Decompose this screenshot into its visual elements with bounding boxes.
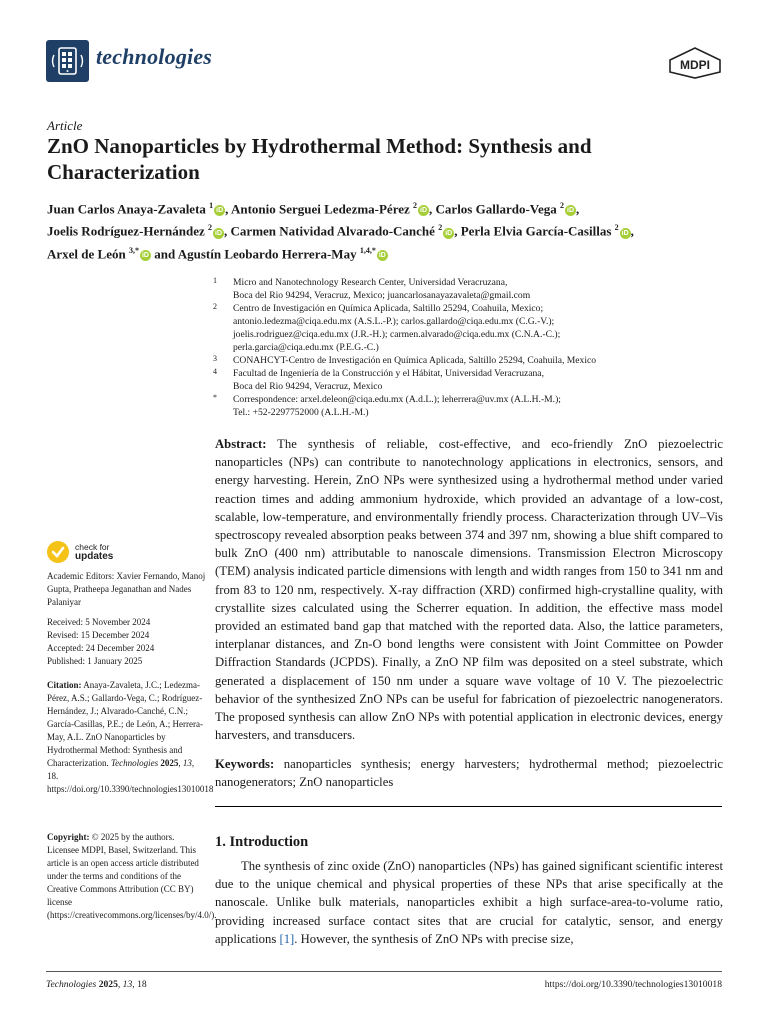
author-affiliation-sup: 1,4,*: [359, 245, 376, 255]
author-affiliation-sup: 2: [438, 223, 443, 233]
updates-label: updates: [75, 551, 114, 562]
svg-text:MDPI: MDPI: [680, 58, 710, 72]
affiliation-item: [213, 393, 728, 419]
author-affiliation-sup: 3,*: [128, 245, 139, 255]
citation-journal: Technologies: [110, 758, 159, 768]
author-name: Antonio Serguei Ledezma-Pérez: [230, 201, 410, 217]
author-name: Carmen Natividad Alvarado-Canché: [230, 223, 435, 239]
author-separator: ,: [630, 223, 634, 239]
author-name: Agustín Leobardo Herrera-May: [177, 245, 357, 261]
section-heading: 1. Introduction: [215, 834, 309, 850]
footer-journal: Technologies: [46, 979, 97, 990]
footer-doi-link[interactable]: https://doi.org/10.3390/technologies13010018: [544, 979, 722, 990]
author-separator: ,: [576, 201, 580, 217]
affiliation-item: [213, 367, 728, 393]
footer-volume: 13: [122, 979, 133, 990]
affiliation-line: perla.garcia@ciqa.edu.mx (P.E.G.-C.): [233, 342, 379, 353]
affiliation-line: Micro and Nanotechnology Research Center, Universidad Veracruzana,: [233, 277, 508, 288]
copyright-block: [47, 831, 217, 922]
date-line: Published: 1 January 2025: [47, 656, 143, 666]
author-name: Carlos Gallardo-Vega: [435, 201, 557, 217]
article-type: Article: [47, 118, 83, 133]
mdpi-logo[interactable]: [666, 46, 724, 80]
citation-volume: 13: [182, 758, 192, 768]
abstract-label: Abstract:: [215, 437, 267, 451]
affiliation-line: joelis.rodriguez@ciqa.edu.mx (J.R.-H.); carmen.alvarado@ciqa.edu.mx (C.N.A.-C.);: [233, 329, 561, 340]
author-name: Juan Carlos Anaya-Zavaleta: [47, 201, 206, 217]
affiliation-line: Centro de Investigación en Química Aplicada, Saltillo 25294, Coahuila, Mexico;: [233, 303, 544, 314]
affiliation-line: Tel.: +52-2297752000 (A.L.H.-M.): [233, 407, 369, 418]
orcid-icon[interactable]: iD: [445, 229, 453, 237]
affiliations: [213, 276, 728, 419]
keywords: [215, 755, 723, 791]
citation-label: Citation:: [47, 680, 82, 690]
orcid-icon[interactable]: iD: [567, 207, 574, 215]
author-separator: ,: [224, 223, 231, 239]
journal-logo: [46, 40, 89, 82]
affiliation-item: [213, 276, 728, 302]
abstract: [215, 435, 723, 744]
affiliation-line: CONAHCYT-Centro de Investigación en Química Aplicada, Saltillo 25294, Coahuila, Mexico: [233, 355, 597, 366]
intro-text-end: . However, the synthesis of ZnO NPs with precise size,: [294, 931, 574, 946]
affiliation-line: Boca del Rio 94294, Veracruz, Mexico; juancarlosanayazavaleta@gmail.com: [233, 290, 531, 301]
author-separator: and: [150, 245, 178, 261]
affiliation-item: [213, 354, 728, 367]
affiliation-number: 4: [213, 367, 217, 376]
affiliation-number: 1: [213, 276, 217, 285]
affiliation-line: Boca del Rio 94294, Veracruz, Mexico: [233, 381, 383, 392]
author-name: Arxel de León: [47, 245, 126, 261]
introduction-paragraph: [215, 857, 723, 948]
affiliation-number: *: [213, 393, 217, 402]
date-line: Accepted: 24 December 2024: [47, 643, 155, 653]
abstract-text: The synthesis of reliable, cost-effective, and eco-friendly ZnO piezoelectric nanoparticles (NPs) can contribute to nanotechnology applications in electronics, sensors, and energy harvesting. Herein, ZnO NPs were synthesized using a hydrothermal method under varied reaction times and adding ammonium hydroxide, which provided an advantage of a low-cost, scalable, low-temperature, and environmentally friendly process. Characterization through UV–Vis spectroscopy revealed absorption peaks between 374 and 397 nm, showing a blue shift compared to bulk ZnO (400 nm) attributable to nanoscale dimensions. Transmission Electron Microscopy (TEM) analysis indicated particle dimensions with length and width ranges from 150 to 341 nm and from 83 to 120 nm, respectively. X-ray diffraction (XRD) confirmed high-crystalline quality, with crystallite sizes calculated using the Scherrer equation. In addition, the effective mass model provided an estimated band gap that matched with the reported data. Also, the lattice parameters, interplanar distances, and Zn-O bond lengths were consistent with Joint Committee on Powder Diffraction Standards (JCPDS). Finally, a ZnO NP film was deposited on a steel substrate, which generated a displacement of 150 nm under a square wave voltage of 10 V. The piezoelectric behavior of the synthesized ZnO NPs can be useful for fabrication of piezoelectric nanogenerators. The proposed synthesis can allow ZnO NPs with potential application in electronic devices, energy harvesters, and transducers.: [215, 437, 723, 743]
orcid-icon[interactable]: iD: [378, 251, 386, 259]
date-line: Revised: 15 December 2024: [47, 630, 150, 640]
affiliation-line: antonio.ledezma@ciqa.edu.mx (A.S.L.-P.); carlos.gallardo@ciqa.edu.mx (C.G.-V.);: [233, 316, 555, 327]
author-separator: ,: [225, 201, 231, 217]
author-list: [47, 196, 727, 263]
footer-article: , 18: [132, 979, 147, 990]
affiliation-number: 3: [213, 354, 217, 363]
keywords-label: Keywords:: [215, 757, 275, 771]
journal-name[interactable]: technologies: [96, 44, 213, 69]
date-line: Received: 5 November 2024: [47, 617, 151, 627]
check-for-updates[interactable]: [46, 540, 113, 564]
check-for-updates-icon: [46, 540, 70, 564]
footer-citation: Technologies 2025, 13, 18: [46, 979, 147, 990]
section-divider: [215, 806, 722, 807]
academic-editors: Academic Editors: Xavier Fernando, Manoj Gupta, Pratheepa Jeganathan and Nades Palaniyar: [47, 571, 206, 607]
orcid-icon[interactable]: iD: [420, 207, 428, 215]
orcid-icon[interactable]: iD: [141, 251, 149, 259]
citation-year: 2025: [160, 758, 179, 768]
author-name: Perla Elvia García-Casillas: [460, 223, 612, 239]
author-name: Joelis Rodríguez-Hernández: [47, 223, 205, 239]
citation-doi[interactable]: , 18. https://doi.org/10.3390/technologies13010018: [47, 758, 214, 794]
intro-text: The synthesis of zinc oxide (ZnO) nanoparticles (NPs) has gained significant scientific interest due to the unique chemical and physical properties of these NPs that arise specifically at the nanoscale. Unlike bulk materials, nanoparticles exhibit a high surface-area-to-volume ratio, providing increased surface contact sites that are crucial for catalytic, sensor, and energy applications: [215, 859, 723, 946]
citation-link[interactable]: [1]: [279, 931, 295, 946]
check-for-label: check for: [75, 542, 110, 552]
citation-text: Anaya-Zavaleta, J.C.; Ledezma-Pérez, A.S.; Gallardo-Vega, C.; Rodríguez-Hernández, J.; Alvarado-Canché, C.N.; García-Casillas, P.E.; de León, A.; Herrera-May, A.L. ZnO Nanoparticles by Hydrothermal Method: Synthesis and Characterization.: [47, 680, 203, 768]
affiliation-line: Correspondence: arxel.deleon@ciqa.edu.mx (A.d.L.); leherrera@uv.mx (A.L.H.-M.);: [233, 394, 561, 405]
orcid-icon[interactable]: iD: [621, 229, 629, 237]
author-separator: ,: [429, 201, 436, 217]
copyright-text: © 2025 by the authors. Licensee MDPI, Basel, Switzerland. This article is an open access article distributed under the terms and conditions of the Creative Commons Attribution (CC BY) license (https://creativecommons.org/licenses/by/4.0/).: [47, 832, 217, 920]
journal-tablet-icon: [46, 40, 89, 82]
author-separator: ,: [454, 223, 461, 239]
author-affiliation-sup: 1: [209, 201, 214, 210]
copyright-label: Copyright:: [47, 832, 90, 842]
author-affiliation-sup: 2: [560, 201, 564, 210]
affiliation-number: 2: [213, 302, 217, 311]
citation-block: Citation: Anaya-Zavaleta, J.C.; Ledezma-Pérez, A.S.; Gallardo-Vega, C.; Rodríguez-Hernández, J.; Alvarado-Canché, C.N.; García-Casillas, P.E.; de León, A.; Herrera-May, A.L. ZnO Nanoparticles by Hydrothermal Method: Synthesis and Characterization. Technologies 2025, 13, 18. https://doi.org/10.3390/technologies13010018: [47, 680, 214, 794]
keywords-text: nanoparticles synthesis; energy harvesters; hydrothermal method; piezoelectric nanogenerators; ZnO nanoparticles: [215, 757, 723, 790]
author-affiliation-sup: 2: [208, 223, 213, 233]
footer-year: 2025: [98, 979, 118, 990]
author-affiliation-sup: 2: [413, 201, 418, 210]
affiliation-line: Facultad de Ingeniería de la Construcción y el Hábitat, Universidad Veracruzana,: [233, 368, 544, 379]
author-affiliation-sup: 2: [614, 223, 619, 233]
affiliation-item: [213, 302, 728, 354]
orcid-icon[interactable]: iD: [216, 207, 224, 215]
publication-dates: [47, 616, 207, 668]
footer-divider: [46, 971, 722, 972]
article-title: ZnO Nanoparticles by Hydrothermal Method: Synthesis and Characterization: [47, 134, 592, 184]
orcid-icon[interactable]: iD: [215, 229, 223, 237]
